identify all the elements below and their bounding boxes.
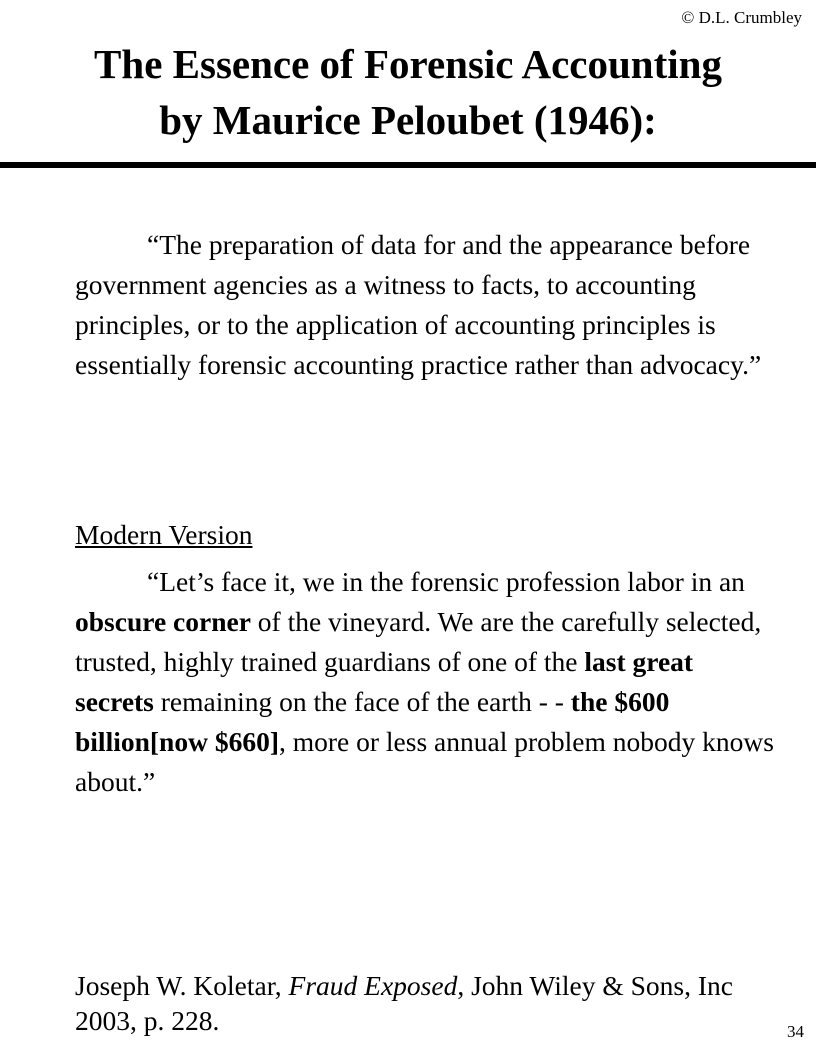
citation-author: Joseph W. Koletar, bbox=[75, 970, 289, 1001]
modern-quote bbox=[75, 562, 775, 802]
modern-quote-part-3: remaining on the face of the earth - - bbox=[153, 686, 571, 717]
citation-publisher: , John Wiley & Sons, Inc 2003, p. 228. bbox=[75, 970, 733, 1036]
modern-version-heading: Modern Version bbox=[75, 519, 253, 550]
copyright-notice: © D.L. Crumbley bbox=[681, 8, 802, 27]
bold-last-great-secrets: last great secrets bbox=[75, 646, 694, 717]
modern-quote-part-2: of the vineyard. We are the carefully selected, trusted, highly trained guardians of one of the bbox=[75, 606, 762, 677]
title-line-1: The Essence of Forensic Accounting bbox=[94, 41, 722, 87]
bold-600-billion: the $600 billion[now $660] bbox=[75, 686, 670, 757]
page-title bbox=[0, 36, 816, 148]
page-number: 34 bbox=[787, 1022, 804, 1041]
bold-obscure-corner: obscure corner bbox=[75, 606, 251, 637]
title-line-2: by Maurice Peloubet (1946): bbox=[159, 97, 657, 143]
peloubet-quote: “The preparation of data for and the appearance before government agencies as a witness to facts, to accounting principles, or to the application of accounting principles is essentially forensic accounting practice rather than advocacy.” bbox=[75, 229, 762, 380]
citation bbox=[75, 968, 775, 1038]
modern-quote-part-1: “Let’s face it, we in the forensic profession labor in an bbox=[147, 566, 745, 597]
citation-book-title: Fraud Exposed bbox=[288, 970, 458, 1001]
modern-quote-part-4: , more or less annual problem nobody knows about.” bbox=[75, 726, 774, 797]
title-divider bbox=[0, 162, 816, 168]
